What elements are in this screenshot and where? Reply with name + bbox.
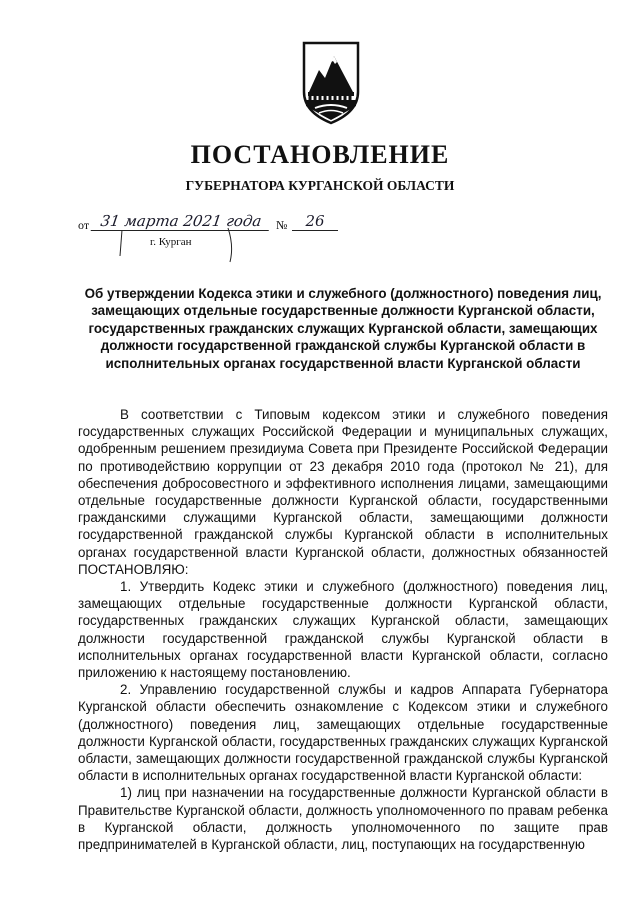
issuer-heading: ГУБЕРНАТОРА КУРГАНСКОЙ ОБЛАСТИ: [185, 178, 455, 193]
coat-of-arms-icon: [301, 40, 361, 126]
body-paragraph: 1) лиц при назначении на государственные должности Курганской области в Правительстве Курганской области, должность уполномоченного по правам ребенка в Курганской области, должность уполномоченного по защите прав предпринимателей в Курганской области, лиц, поступающих на государственную: [78, 785, 608, 853]
body-paragraph: 2. Управлению государственной службы и кадров Аппарата Губернатора Курганской области обеспечить ознакомление с Кодексом этики и служебного (должностного) поведения лиц, замещающих отдельные государственные должности Курганской области, государственных гражданских служащих Курганской области, замещающих должности государственной гражданской службы Курганской области в исполнительных органах государственной власти Курганской области:: [78, 682, 608, 784]
handwritten-date: 31 марта 2021 года: [91, 212, 272, 231]
document-type-heading: ПОСТАНОВЛЕНИЕ: [190, 140, 450, 169]
document-body: [78, 406, 608, 853]
body-paragraph: В соответствии с Типовым кодексом этики и служебного поведения государственных служащих Российской Федерации и муниципальных служащих, одобренным решением президиума Совета при Президенте Российской Федерации по противодействию коррупции от 23 декабря 2010 года (протокол № 21), для обеспечения добросовестного и эффективного исполнения лицами, замещающими отдельные государственные должности Курганской области, государственными гражданскими служащими Курганской области, замещающими должности государственной гражданской службы Курганской области в исполнительных органах государственной власти Курганской области, должностных обязанностей ПОСТАНОВЛЯЮ:: [78, 407, 608, 577]
document-title: Об утверждении Кодекса этики и служебного (должностного) поведения лиц, замещающих отдельные государственные должности Курганской области, государственных гражданских служащих Курганской области, замещающих должности государственной гражданской службы Курганской области в исполнительных органах государственной власти Курганской области: [84, 286, 602, 371]
body-paragraph: 1. Утвердить Кодекс этики и служебного (должностного) поведения лиц, замещающих отдельные государственные должности Курганской области, государственных гражданских служащих Курганской области, замещающих должности государственной гражданской службы Курганской области в исполнительных органах государственной власти Курганской области, согласно приложению к настоящему постановлению.: [78, 579, 608, 681]
number-label: №: [276, 218, 288, 232]
handwritten-number: 26: [292, 212, 338, 231]
city-label: г. Курган: [150, 236, 192, 248]
date-prefix-label: от: [78, 218, 90, 232]
